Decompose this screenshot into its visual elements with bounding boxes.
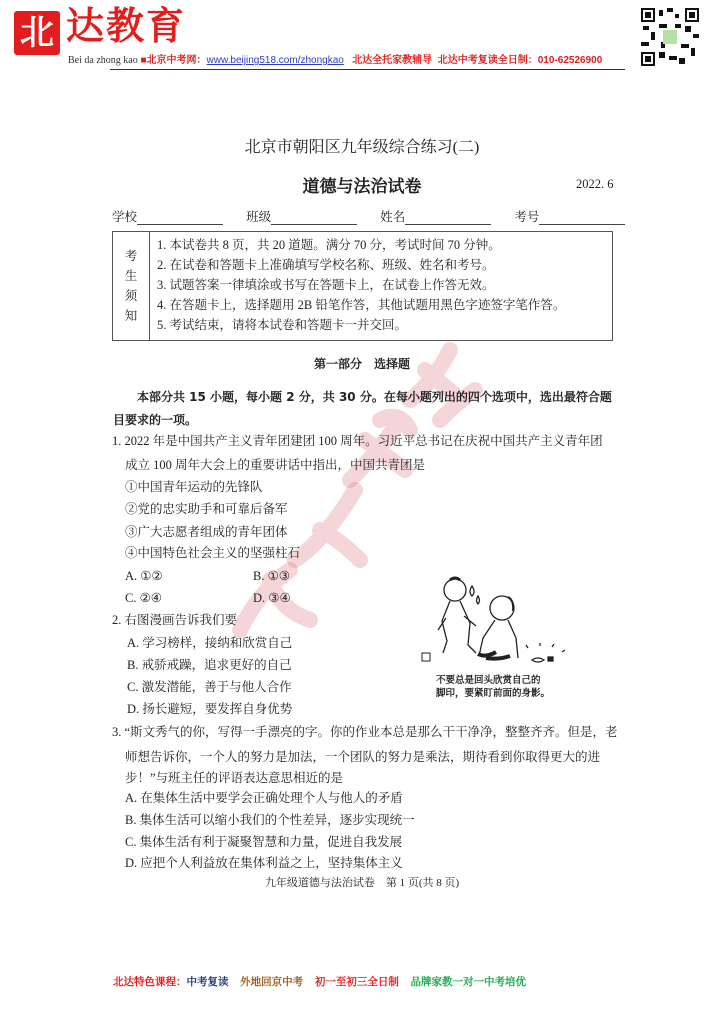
q3-option-d[interactable]: D. 应把个人利益放在集体利益之上，坚持集体主义	[125, 856, 403, 870]
notice-item: 2. 在试卷和答题卡上准确填写学校名称、班级、姓名和考号。	[157, 258, 495, 272]
page-footer: 九年级道德与法治试卷 第 1 页(共 8 页)	[264, 877, 460, 889]
notice-label-char: 须	[124, 289, 138, 303]
name-field[interactable]	[405, 212, 491, 225]
promo-item: 初一至初三全日制	[314, 976, 399, 988]
q3-stem: 师想告诉你，一个人的努力是加法，一个团队的努力是乘法，期待看到你取得更大的进	[125, 750, 601, 764]
cartoon-caption-line: 不要总是回头欣赏自己的	[436, 676, 541, 686]
q1-item: ①中国青年运动的先锋队	[125, 480, 263, 494]
field-label-number: 考号	[514, 210, 540, 224]
slogan-2: 北达中考复读全日制：010-62526900	[437, 55, 603, 66]
notice-label	[113, 232, 150, 340]
notice-item: 5. 考试结束，请将本试卷和答题卡一并交回。	[157, 318, 408, 332]
q1-option-d[interactable]: D. ③④	[253, 591, 291, 605]
field-label-name: 姓名	[380, 210, 406, 224]
exam-title: 北京市朝阳区九年级综合练习(二)	[244, 139, 480, 156]
q1-item: ③广大志愿者组成的青年团体	[125, 525, 288, 539]
field-label-class: 班级	[246, 210, 272, 224]
field-label-school: 学校	[112, 210, 138, 224]
site-link[interactable]: www.beijing518.com/zhongkao	[206, 55, 344, 66]
q3-option-a[interactable]: A. 在集体生活中要学会正确处理个人与他人的矛盾	[125, 791, 403, 805]
cartoon-caption	[436, 675, 550, 701]
q1-option-b[interactable]: B. ①③	[253, 569, 290, 583]
logo-pinyin: Bei da zhong kao	[68, 55, 138, 66]
promo-label: 北达特色课程：	[113, 976, 187, 988]
promo-item: 中考复读	[186, 976, 229, 988]
q2-option-d[interactable]: D. 扬长避短，要发挥自身优势	[127, 702, 293, 716]
q2-option-c[interactable]: C. 激发潜能，善于与他人合作	[127, 680, 292, 694]
exam-subject: 道德与法治试卷	[302, 177, 422, 197]
section-instruction: 本部分共 15 小题，每小题 2 分，共 30 分。在每小题列出的四个选项中，选出最符合题	[137, 390, 612, 404]
q1-item: ④中国特色社会主义的坚强柱石	[125, 546, 301, 560]
promo-item: 品牌家教一对一中考培优	[410, 976, 527, 988]
q1-option-c[interactable]: C. ②④	[125, 591, 162, 605]
q2-stem: 2. 右图漫画告诉我们要	[112, 613, 238, 627]
notice-label-char: 知	[124, 309, 138, 323]
class-field[interactable]	[271, 212, 357, 225]
logo-mark: 北	[14, 11, 60, 55]
q1-option-a[interactable]: A. ①②	[125, 569, 163, 583]
qr-code-icon	[641, 8, 699, 66]
section-heading: 第一部分 选择题	[313, 357, 410, 371]
q2-option-b[interactable]: B. 戒骄戒躁，追求更好的自己	[127, 658, 292, 672]
q3-option-b[interactable]: B. 集体生活可以缩小我们的个性差异，逐步实现统一	[125, 813, 415, 827]
q1-stem: 1. 2022 年是中国共产主义青年团建团 100 周年。习近平总书记在庆祝中国共产主义青年团	[112, 434, 603, 448]
exam-date: 2022. 6	[576, 177, 614, 191]
slogan-1: 北达全托家教辅导	[352, 55, 433, 66]
cartoon-caption-line: 脚印，要紧盯前面的身影。	[436, 689, 551, 699]
notice-label-char: 生	[124, 269, 138, 283]
q2-option-a[interactable]: A. 学习榜样，接纳和欣赏自己	[127, 636, 293, 650]
logo-text: 达教育	[66, 3, 187, 48]
school-field[interactable]	[137, 212, 223, 225]
q1-stem: 成立 100 周年大会上的重要讲话中指出，中国共青团是	[125, 458, 426, 472]
q3-stem: 步！”与班主任的评语表达意思相近的是	[125, 771, 344, 785]
q3-stem: 3. “斯文秀气的你，写得一手漂亮的字。你的作业本总是那么干干净净，整整齐齐。但是，老	[112, 725, 618, 739]
section-instruction: 目要求的一项。	[113, 413, 198, 427]
notice-item: 4. 在答题卡上，选择题用 2B 铅笔作答，其他试题用黑色字迹签字笔作答。	[157, 298, 566, 312]
header-line	[68, 55, 602, 67]
bottom-promo	[113, 974, 526, 989]
promo-item: 外地回京中考	[240, 976, 304, 988]
student-info-fields	[112, 209, 625, 225]
cartoon-illustration	[420, 568, 570, 673]
exam-number-field[interactable]	[539, 212, 625, 225]
notice-label-char: 考	[124, 249, 138, 263]
notice-item: 1. 本试卷共 8 页，共 20 道题。满分 70 分，考试时间 70 分钟。	[157, 238, 501, 252]
site-label: ■北京中考网：	[140, 55, 207, 66]
q1-item: ②党的忠实助手和可靠后备军	[125, 502, 288, 516]
q3-option-c[interactable]: C. 集体生活有利于凝聚智慧和力量，促进自我发展	[125, 835, 403, 849]
header-divider	[110, 69, 625, 70]
notice-item: 3. 试题答案一律填涂或书写在答题卡上，在试卷上作答无效。	[157, 278, 495, 292]
notice-box	[112, 231, 613, 341]
